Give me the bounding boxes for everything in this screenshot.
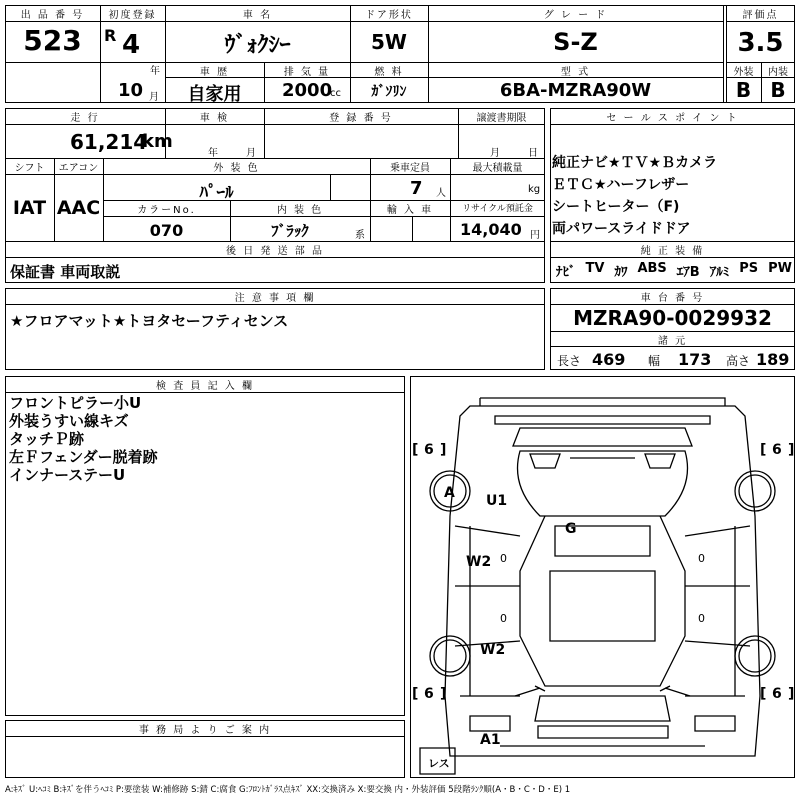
reg-year: 4 xyxy=(122,30,141,60)
mileage-label: 走 行 xyxy=(70,113,100,124)
fuel: ｶﾞｿﾘﾝ xyxy=(371,84,407,100)
color-no: 070 xyxy=(149,221,184,240)
capacity-label: 乗車定員 xyxy=(390,163,430,174)
equip-ps: PS xyxy=(739,261,759,276)
zero-mark-2: 0 xyxy=(698,552,705,565)
equip-alloy: ｱﾙﾐ xyxy=(709,265,730,280)
fuel-label: 燃 料 xyxy=(374,67,404,78)
first-reg-label: 初度登録 xyxy=(108,10,157,21)
later-parts: 保証書 車両取説 xyxy=(10,263,121,281)
tire-rl-bracket: ] xyxy=(440,686,447,702)
mark-a1: A1 xyxy=(480,732,501,748)
sales-line-3: シートヒーター（F) xyxy=(552,199,680,215)
mark-g: G xyxy=(565,521,577,537)
ext-color-label: 外 装 色 xyxy=(213,163,260,174)
ac-label: エアコン xyxy=(58,163,99,174)
lot-number: 523 xyxy=(23,24,82,57)
grade: S-Z xyxy=(553,28,598,56)
exterior-score: B xyxy=(735,78,752,102)
capacity-unit: 人 xyxy=(436,188,446,199)
inspector-line-4: 左Ｆフェンダー脱着跡 xyxy=(9,448,158,466)
grade-label: グ レ ー ド xyxy=(543,10,608,21)
legend: A:ｷｽﾞ U:ﾍｺﾐ B:ｷｽﾞを伴うﾍｺﾐ P:要塗装 W:補修跡 S:錆 C:腐食 G:ﾌﾛﾝﾄｶﾞﾗｽ点ｷｽﾞ XX:交換済み X:要交換 内・外装評価 5段階ﾗﾝｸ順(A・B・C・D・E) 1 xyxy=(5,785,571,795)
score: 3.5 xyxy=(737,28,784,58)
length: 469 xyxy=(592,350,626,369)
recycle-label: リサイクル預託金 xyxy=(462,204,533,214)
equip-navi: ﾅﾋﾞ xyxy=(556,265,576,280)
tire-fl-depth: [ xyxy=(412,442,419,458)
door-label: ドア形状 xyxy=(365,10,413,21)
car-name-label: 車 名 xyxy=(242,10,273,21)
tire-fl-value: 6 xyxy=(424,442,434,458)
tire-fr-value: 6 xyxy=(772,442,782,458)
tire-rl-value: 6 xyxy=(424,686,434,702)
reg-no-label: 登 録 番 号 xyxy=(329,113,393,124)
equip-tv: TV xyxy=(585,261,605,276)
inspection-label: 車 検 xyxy=(199,113,230,124)
tire-rl-bracket-open: [ xyxy=(412,686,419,702)
equip-leather: ｶﾜ xyxy=(614,265,628,280)
sales-line-4: 両パワースライドドア xyxy=(552,221,691,237)
mark-w2-front: W2 xyxy=(466,554,492,570)
inspector-line-1: フロントピラー小U xyxy=(9,394,142,412)
tire-fr-bracket-open: [ xyxy=(760,442,767,458)
zero-mark-4: 0 xyxy=(698,612,705,625)
equip-pw: PW xyxy=(768,261,792,276)
max-load-unit: kg xyxy=(528,184,541,195)
equipment-label: 純 正 装 備 xyxy=(640,246,705,257)
recycle-fee: 14,040 xyxy=(460,220,522,239)
mileage-unit: km xyxy=(142,131,173,152)
import-label: 輸 入 車 xyxy=(386,205,434,216)
equip-airbag: ｴｱB xyxy=(676,265,700,280)
transfer-day-unit: 日 xyxy=(528,148,538,159)
lot-label: 出 品 番 号 xyxy=(20,10,85,21)
height: 189 xyxy=(756,350,790,369)
width-label: 幅 xyxy=(648,354,661,368)
transfer-label: 譲渡書期限 xyxy=(476,113,527,124)
tire-fl-bracket: ] xyxy=(440,442,447,458)
sales-line-1: 純正ナビ★ＴＶ★Ｂカメラ xyxy=(552,155,718,171)
interior-label: 内装 xyxy=(768,67,788,78)
interior-score: B xyxy=(770,78,786,102)
tire-fr-bracket: ] xyxy=(788,442,795,458)
inspector-line-5: インナーステーU xyxy=(9,466,126,484)
spare-tire: レス xyxy=(428,757,450,770)
zero-mark-1: 0 xyxy=(500,552,507,565)
int-color: ﾌﾞﾗｯｸ xyxy=(271,222,309,240)
sales-line-2: ＥＴＣ★ハーフレザー xyxy=(552,177,690,193)
transfer-month-unit: 月 xyxy=(490,148,500,159)
length-label: 長さ xyxy=(557,354,582,368)
equip-abs: ABS xyxy=(637,261,667,276)
displacement: 2000 xyxy=(282,80,333,101)
door-type: 5W xyxy=(371,30,407,54)
int-color-label: 内 装 色 xyxy=(276,205,324,216)
int-color-unit: 系 xyxy=(355,230,365,241)
caution-label: 注 意 事 項 欄 xyxy=(234,293,316,304)
history: 自家用 xyxy=(187,84,242,105)
month-unit: 月 xyxy=(149,92,159,103)
max-load-label: 最大積載量 xyxy=(472,163,523,174)
tire-rr-bracket-open: [ xyxy=(760,686,767,702)
equipment-list xyxy=(556,261,792,280)
history-label: 車 歴 xyxy=(199,67,230,78)
specs-label: 諸 元 xyxy=(657,336,688,347)
capacity: 7 xyxy=(410,178,423,199)
recycle-unit: 円 xyxy=(530,230,540,241)
chassis-label: 車 台 番 号 xyxy=(640,293,705,304)
width: 173 xyxy=(678,350,712,369)
tire-rr-bracket: ] xyxy=(788,686,795,702)
ac: AAC xyxy=(56,197,101,219)
office-label: 事 務 局 よ り ご 案 内 xyxy=(138,725,272,736)
sales-points-label: セ ー ル ス ポ イ ン ト xyxy=(606,113,739,124)
shift-label: シフト xyxy=(14,163,45,174)
era: R xyxy=(104,26,117,45)
mark-u1: U1 xyxy=(486,493,508,509)
color-no-label: カラーNo. xyxy=(137,205,196,216)
model-label: 型 式 xyxy=(560,67,591,78)
mileage: 61,214 xyxy=(70,130,148,154)
reg-month: 10 xyxy=(118,80,144,101)
tire-rr-value: 6 xyxy=(772,686,782,702)
car-diagram xyxy=(410,376,795,778)
exterior-label: 外装 xyxy=(733,67,754,78)
shift: IAT xyxy=(12,197,47,219)
insp-month-unit: 月 xyxy=(246,148,256,159)
inspector-line-2: 外装うすい線キズ xyxy=(9,412,129,430)
mark-a: A xyxy=(444,485,455,501)
later-parts-label: 後 日 発 送 部 品 xyxy=(226,246,324,257)
chassis-number: MZRA90-0029932 xyxy=(573,306,772,330)
inspector-label: 検 査 員 記 入 欄 xyxy=(156,381,254,392)
score-label: 評価点 xyxy=(742,10,779,21)
car-name: ｳﾞｫｸｼｰ xyxy=(224,33,291,58)
inspector-line-3: タッチＰ跡 xyxy=(9,430,85,448)
height-label: 高さ xyxy=(726,354,751,368)
insp-year-unit: 年 xyxy=(208,148,218,159)
zero-mark-3: 0 xyxy=(500,612,507,625)
mark-w2-rear: W2 xyxy=(480,642,506,658)
model-code: 6BA-MZRA90W xyxy=(499,80,652,101)
displacement-label: 排 気 量 xyxy=(283,67,331,78)
cc-unit: cc xyxy=(330,88,341,99)
year-unit: 年 xyxy=(150,66,160,77)
ext-color: ﾊﾟｰﾙ xyxy=(199,183,234,203)
caution-text: ★フロアマット★トヨタセーフティセンス xyxy=(10,312,289,330)
